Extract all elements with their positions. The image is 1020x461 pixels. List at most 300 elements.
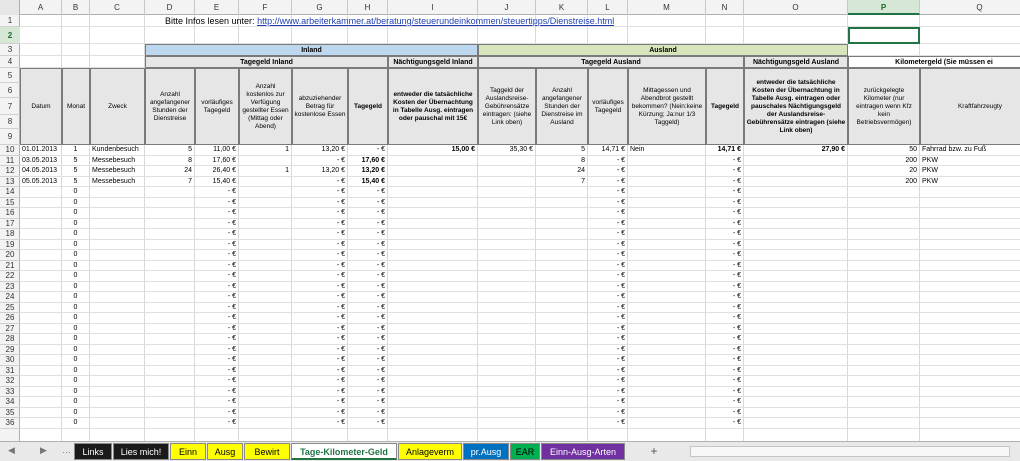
cell-j[interactable]: 35,30 € — [509, 146, 533, 153]
cell-g[interactable]: - € — [336, 314, 345, 321]
gridline — [20, 291, 1020, 292]
row-header-20[interactable]: 20 — [0, 250, 20, 261]
cell-e[interactable]: - € — [227, 419, 236, 426]
column-header-h[interactable]: H — [348, 0, 388, 15]
cell-n[interactable]: - € — [732, 419, 741, 426]
info-text: Bitte Infos lesen unter: http://www.arbeiterkammer.at/beratung/steuerundeinkommen/steuertipps/Dienstreise.html — [165, 16, 615, 26]
cell-l[interactable]: - € — [616, 398, 625, 405]
cell-datum[interactable]: 05.05.2013 — [22, 177, 58, 185]
cell-e[interactable]: - € — [227, 408, 236, 416]
cell-monat[interactable]: 1 — [73, 146, 78, 153]
gridline — [20, 228, 1020, 229]
cell-h[interactable]: - € — [376, 261, 385, 269]
gridline — [20, 312, 1020, 313]
cell-g[interactable]: 13,20 € — [321, 146, 345, 153]
cell-n[interactable]: - € — [732, 167, 741, 174]
row-header-35[interactable]: 35 — [0, 408, 20, 419]
row-header-18[interactable]: 18 — [0, 229, 20, 240]
sheet-tab-links[interactable]: Links — [74, 443, 112, 460]
cell-h[interactable]: - € — [376, 240, 385, 248]
tab-more-icon[interactable]: … — [62, 445, 71, 455]
cell-monat[interactable]: 0 — [73, 356, 78, 363]
cell-d[interactable]: 24 — [184, 167, 192, 174]
naechtigung-inland-band: Nächtigungsgeld Inland — [388, 56, 478, 68]
cell-h[interactable]: - € — [376, 314, 385, 321]
header-datum: Datum — [20, 68, 62, 145]
gridline — [20, 302, 1020, 303]
row-header-19[interactable]: 19 — [0, 240, 20, 251]
cell-e[interactable]: 26,40 € — [212, 167, 236, 174]
cell-h[interactable]: - € — [376, 324, 385, 332]
cell-g[interactable]: - € — [336, 303, 345, 311]
cell-monat[interactable]: 5 — [73, 156, 78, 164]
cell-h[interactable]: - € — [376, 345, 385, 353]
header-ausl-reisegebuehr: Taggeld der Auslandsreise-Gebührensätze eintragen: (siehe Link oben) — [478, 68, 536, 145]
cell-g[interactable]: - € — [336, 366, 345, 374]
cell-m[interactable]: Nein — [630, 146, 645, 153]
add-sheet-button[interactable]: + — [650, 444, 658, 458]
cell-monat[interactable]: 0 — [73, 251, 78, 258]
cell-l[interactable]: - € — [616, 324, 625, 332]
row-header-27[interactable]: 27 — [0, 324, 20, 335]
cell-n[interactable]: - € — [732, 314, 741, 321]
cell-n[interactable]: - € — [732, 177, 741, 185]
selected-cell[interactable] — [848, 27, 920, 44]
cell-h[interactable]: 13,20 € — [361, 167, 385, 174]
cell-d[interactable]: 7 — [188, 177, 192, 185]
gridline — [20, 417, 1020, 418]
row-header-26[interactable]: 26 — [0, 313, 20, 324]
cell-e[interactable]: - € — [227, 198, 236, 206]
cell-h[interactable]: - € — [376, 398, 385, 405]
cell-e[interactable]: - € — [227, 303, 236, 311]
row-header-4[interactable]: 4 — [0, 56, 20, 68]
cell-h[interactable]: - € — [376, 408, 385, 416]
column-header-o[interactable]: O — [744, 0, 848, 15]
cell-l[interactable]: - € — [616, 419, 625, 426]
row-header-34[interactable]: 34 — [0, 397, 20, 408]
cell-monat[interactable]: 5 — [73, 177, 78, 185]
column-header-q[interactable]: Q — [920, 0, 1020, 15]
cell-e[interactable]: - € — [227, 356, 236, 363]
cell-q[interactable]: PKW — [922, 167, 938, 174]
cell-l[interactable]: - € — [616, 261, 625, 269]
naechtigung-ausland-band: Nächtigungsgeld Ausland — [744, 56, 848, 68]
cell-h[interactable]: 17,60 € — [361, 156, 385, 164]
cell-h[interactable]: - € — [376, 282, 385, 290]
cell-h[interactable]: - € — [376, 293, 385, 300]
cell-k[interactable]: 7 — [581, 177, 585, 185]
column-header-n[interactable]: N — [706, 0, 744, 15]
cell-monat[interactable]: 0 — [73, 303, 78, 311]
column-header-a[interactable]: A — [20, 0, 62, 15]
column-header-p[interactable]: P — [848, 0, 920, 15]
kilometergeld-band: Kilometergeld (Sie müssen ei — [848, 56, 1020, 68]
row-header-2[interactable]: 2 — [0, 27, 20, 44]
cell-n[interactable]: - € — [732, 230, 741, 237]
row-header-12[interactable]: 12 — [0, 166, 20, 177]
cell-l[interactable]: - € — [616, 408, 625, 416]
column-header-e[interactable]: E — [195, 0, 239, 15]
cell-n[interactable]: 14,71 € — [717, 146, 741, 153]
row-header-7[interactable]: 7 — [0, 98, 20, 115]
dienstreise-link[interactable]: http://www.arbeiterkammer.at/beratung/steuerundeinkommen/steuertipps/Dienstreise.html — [257, 16, 615, 26]
cell-n[interactable]: - € — [732, 282, 741, 290]
select-all-corner[interactable] — [0, 0, 20, 15]
cell-e[interactable]: - € — [227, 314, 236, 321]
cell-monat[interactable]: 0 — [73, 408, 78, 416]
column-header-d[interactable]: D — [145, 0, 195, 15]
cell-monat[interactable]: 0 — [73, 198, 78, 206]
header-zweck: Zweck — [90, 68, 145, 145]
cell-n[interactable]: - € — [732, 198, 741, 206]
horizontal-scrollbar[interactable] — [690, 446, 1010, 457]
column-header-f[interactable]: F — [239, 0, 292, 15]
cell-n[interactable]: - € — [732, 345, 741, 353]
row-header-21[interactable]: 21 — [0, 261, 20, 272]
row-header-15[interactable]: 15 — [0, 198, 20, 209]
cell-g[interactable]: - € — [336, 240, 345, 248]
cell-q[interactable]: PKW — [922, 177, 938, 185]
cell-e[interactable]: - € — [227, 293, 236, 300]
cell-p[interactable]: 200 — [905, 177, 917, 185]
row-header-9[interactable]: 9 — [0, 129, 20, 145]
row-header-25[interactable]: 25 — [0, 303, 20, 314]
cell-l[interactable]: - € — [616, 387, 625, 395]
row-header-22[interactable]: 22 — [0, 271, 20, 282]
cell-datum[interactable]: 04.05.2013 — [22, 167, 58, 174]
gridline — [20, 270, 1020, 271]
cell-n[interactable]: - € — [732, 251, 741, 258]
cell-zweck[interactable]: Messebesuch — [92, 156, 136, 164]
cell-h[interactable]: - € — [376, 366, 385, 374]
cell-l[interactable]: - € — [616, 335, 625, 342]
cell-i[interactable]: 15,00 € — [451, 146, 475, 153]
cell-g[interactable]: - € — [336, 156, 345, 164]
cell-g[interactable]: - € — [336, 408, 345, 416]
row-header-6[interactable]: 6 — [0, 83, 20, 98]
cell-e[interactable]: - € — [227, 240, 236, 248]
cell-l[interactable]: - € — [616, 377, 625, 384]
cell-n[interactable]: - € — [732, 240, 741, 248]
cell-h[interactable]: - € — [376, 356, 385, 363]
cell-q[interactable]: Fahrrad bzw. zu Fuß — [922, 146, 987, 153]
cell-f[interactable]: 1 — [285, 146, 289, 153]
cell-e[interactable]: - € — [227, 345, 236, 353]
column-header-j[interactable]: J — [478, 0, 536, 15]
gridline — [20, 333, 1020, 334]
cell-l[interactable]: - € — [616, 314, 625, 321]
cell-g[interactable]: 13,20 € — [321, 167, 345, 174]
cell-n[interactable]: - € — [732, 188, 741, 195]
row-header-5[interactable]: 5 — [0, 68, 20, 83]
cell-n[interactable]: - € — [732, 324, 741, 332]
gridline — [20, 386, 1020, 387]
cell-l[interactable]: - € — [616, 188, 625, 195]
column-header-l[interactable]: L — [588, 0, 628, 15]
sheet-tab-bar — [0, 441, 1020, 461]
header-mittagessen: Mittagessen und Abendbrot gestellt bekommen? (Nein:keine Kürzung; Ja:nur 1/3 Taggeld) — [628, 68, 706, 145]
row-header-33[interactable]: 33 — [0, 387, 20, 398]
cell-h[interactable]: - € — [376, 251, 385, 258]
cell-n[interactable]: - € — [732, 335, 741, 342]
cell-l[interactable]: - € — [616, 240, 625, 248]
cell-l[interactable]: - € — [616, 230, 625, 237]
row-header-30[interactable]: 30 — [0, 355, 20, 366]
cell-e[interactable]: - € — [227, 261, 236, 269]
cell-h[interactable]: - € — [376, 230, 385, 237]
cell-k[interactable]: 8 — [581, 156, 585, 164]
inland-band: Inland — [145, 44, 478, 56]
cell-datum[interactable]: 03.05.2013 — [22, 156, 58, 164]
row-header-16[interactable]: 16 — [0, 208, 20, 219]
cell-monat[interactable]: 0 — [73, 230, 78, 237]
column-header-bar — [0, 0, 1020, 15]
cell-monat[interactable]: 0 — [73, 345, 78, 353]
cell-l[interactable]: - € — [616, 251, 625, 258]
sheet-tab-lies-mich-[interactable]: Lies mich! — [113, 443, 169, 460]
cell-n[interactable]: - € — [732, 261, 741, 269]
cell-d[interactable]: 5 — [188, 146, 192, 153]
cell-l[interactable]: - € — [616, 356, 625, 363]
cell-o[interactable]: 27,90 € — [821, 146, 845, 153]
cell-monat[interactable]: 0 — [73, 387, 78, 395]
header-naechtigung-ausl-text: entweder die tatsächliche Kosten der Übernachtung in Tabelle Ausg. eintragen oder pauschales Nächtigungsgeld der Auslandsreise-Gebührensätze eintragen (siehe Link oben) — [744, 68, 848, 145]
cell-g[interactable]: - € — [336, 345, 345, 353]
cell-l[interactable]: - € — [616, 198, 625, 206]
cell-monat[interactable]: 0 — [73, 261, 78, 269]
row-header-23[interactable]: 23 — [0, 282, 20, 293]
cell-g[interactable]: - € — [336, 398, 345, 405]
cell-n[interactable]: - € — [732, 377, 741, 384]
cell-monat[interactable]: 0 — [73, 377, 78, 384]
cell-e[interactable]: - € — [227, 282, 236, 290]
cell-h[interactable]: - € — [376, 377, 385, 384]
cell-l[interactable]: - € — [616, 209, 625, 216]
row-header-3[interactable]: 3 — [0, 44, 20, 56]
cell-n[interactable]: - € — [732, 272, 741, 279]
cell-h[interactable]: - € — [376, 209, 385, 216]
cell-l[interactable]: - € — [616, 345, 625, 353]
cell-monat[interactable]: 5 — [73, 167, 78, 174]
cell-h[interactable]: - € — [376, 335, 385, 342]
cell-e[interactable]: 15,40 € — [212, 177, 236, 185]
row-header-11[interactable]: 11 — [0, 156, 20, 167]
cell-h[interactable]: - € — [376, 219, 385, 227]
cell-e[interactable]: - € — [227, 230, 236, 237]
cell-e[interactable]: - € — [227, 398, 236, 405]
column-header-b[interactable]: B — [62, 0, 90, 15]
gridline — [20, 407, 1020, 408]
cell-g[interactable]: - € — [336, 293, 345, 300]
cell-g[interactable]: - € — [336, 219, 345, 227]
row-header-1[interactable]: 1 — [0, 15, 20, 27]
cell-monat[interactable]: 0 — [73, 324, 78, 332]
cell-n[interactable]: - € — [732, 156, 741, 164]
cell-monat[interactable]: 0 — [73, 314, 78, 321]
cell-monat[interactable]: 0 — [73, 209, 78, 216]
cell-monat[interactable]: 0 — [73, 188, 78, 195]
cell-e[interactable]: - € — [227, 219, 236, 227]
row-header-36[interactable]: 36 — [0, 418, 20, 429]
cell-g[interactable]: - € — [336, 282, 345, 290]
gridline — [20, 428, 1020, 429]
cell-e[interactable]: 17,60 € — [212, 156, 236, 164]
header-anzahl-stunden: Anzahl angefangener Stunden der Dienstreise — [145, 68, 195, 145]
row-header-14[interactable]: 14 — [0, 187, 20, 198]
row-header-bar — [0, 15, 20, 441]
cell-n[interactable]: - € — [732, 398, 741, 405]
cell-g[interactable]: - € — [336, 377, 345, 384]
sheet-tab-anlageverm[interactable]: Anlageverm — [398, 443, 462, 460]
cell-l[interactable]: - € — [616, 219, 625, 227]
cell-monat[interactable]: 0 — [73, 366, 78, 374]
cell-k[interactable]: 24 — [577, 167, 585, 174]
sheet-tab-einn-ausg-arten[interactable]: Einn-Ausg-Arten — [541, 443, 625, 460]
column-header-m[interactable]: M — [628, 0, 706, 15]
row-header-13[interactable]: 13 — [0, 177, 20, 188]
cell-e[interactable]: - € — [227, 272, 236, 279]
row-header-28[interactable]: 28 — [0, 334, 20, 345]
cell-h[interactable]: - € — [376, 387, 385, 395]
cell-g[interactable]: - € — [336, 209, 345, 216]
cell-l[interactable]: 14,71 € — [601, 146, 625, 153]
cell-g[interactable]: - € — [336, 188, 345, 195]
gridline — [20, 323, 1020, 324]
column-header-g[interactable]: G — [292, 0, 348, 15]
cell-p[interactable]: 50 — [909, 146, 917, 153]
cell-p[interactable]: 200 — [905, 156, 917, 164]
cell-n[interactable]: - € — [732, 209, 741, 216]
cell-g[interactable]: - € — [336, 324, 345, 332]
row-header-31[interactable]: 31 — [0, 366, 20, 377]
cell-l[interactable]: - € — [616, 167, 625, 174]
cell-h[interactable]: - € — [376, 303, 385, 311]
cell-e[interactable]: - € — [227, 251, 236, 258]
cell-k[interactable]: 5 — [581, 146, 585, 153]
cell-h[interactable]: - € — [376, 146, 385, 153]
cell-l[interactable]: - € — [616, 282, 625, 290]
cell-n[interactable]: - € — [732, 366, 741, 374]
cell-p[interactable]: 20 — [909, 167, 917, 174]
cell-grid[interactable] — [20, 15, 1020, 441]
cell-e[interactable]: - € — [227, 324, 236, 332]
cell-e[interactable]: 11,00 € — [213, 146, 236, 153]
cell-g[interactable]: - € — [336, 251, 345, 258]
cell-g[interactable]: - € — [336, 419, 345, 426]
cell-e[interactable]: - € — [227, 188, 236, 195]
sheet-tab-pr-ausg[interactable]: pr.Ausg — [463, 443, 509, 460]
cell-q[interactable]: PKW — [922, 156, 938, 164]
cell-h[interactable]: - € — [376, 188, 385, 195]
tab-scroll-left-icon[interactable]: ◀ — [8, 445, 15, 455]
cell-e[interactable]: - € — [227, 335, 236, 342]
row-header-10[interactable]: 10 — [0, 145, 20, 156]
sheet-tab-ausg[interactable]: Ausg — [207, 443, 243, 460]
cell-monat[interactable]: 0 — [73, 219, 78, 227]
header-kraftfahrzeug: Kraftfahrzeugty — [920, 68, 1020, 145]
cell-e[interactable]: - € — [227, 366, 236, 374]
sheet-tab-einn[interactable]: Einn — [170, 443, 206, 460]
cell-l[interactable]: - € — [616, 366, 625, 374]
column-header-k[interactable]: K — [536, 0, 588, 15]
cell-monat[interactable]: 0 — [73, 282, 78, 290]
cell-l[interactable]: - € — [616, 156, 625, 164]
cell-g[interactable]: - € — [336, 356, 345, 363]
cell-g[interactable]: - € — [336, 272, 345, 279]
row-header-29[interactable]: 29 — [0, 345, 20, 356]
tab-scroll-right-icon[interactable]: ▶ — [40, 445, 47, 455]
cell-zweck[interactable]: Messebesuch — [92, 177, 136, 185]
cell-g[interactable]: - € — [336, 261, 345, 269]
sheet-tab-ear[interactable]: EAR — [510, 443, 540, 460]
cell-g[interactable]: - € — [336, 335, 345, 342]
cell-monat[interactable]: 0 — [73, 272, 78, 279]
cell-l[interactable]: - € — [616, 303, 625, 311]
cell-e[interactable]: - € — [227, 387, 236, 395]
gridline — [20, 239, 1020, 240]
gridline — [20, 197, 1020, 198]
row-header-32[interactable]: 32 — [0, 376, 20, 387]
cell-l[interactable]: - € — [616, 272, 625, 279]
gridline — [20, 365, 1020, 366]
cell-n[interactable]: - € — [732, 219, 741, 227]
cell-n[interactable]: - € — [732, 408, 741, 416]
cell-datum[interactable]: 01.01.2013 — [22, 146, 58, 153]
row-header-17[interactable]: 17 — [0, 219, 20, 230]
cell-n[interactable]: - € — [732, 387, 741, 395]
cell-monat[interactable]: 0 — [73, 293, 78, 300]
header-vorl-tagegeld: vorläufiges Tagegeld — [195, 68, 239, 145]
cell-g[interactable]: - € — [336, 177, 345, 185]
cell-f[interactable]: 1 — [285, 167, 289, 174]
header-monat: Monat — [62, 68, 90, 145]
sheet-tab-bewirt[interactable]: Bewirt — [244, 443, 290, 460]
cell-h[interactable]: 15,40 € — [361, 177, 385, 185]
cell-n[interactable]: - € — [732, 356, 741, 363]
sheet-tab-tage-kilometer-geld[interactable]: Tage-Kilometer-Geld — [291, 443, 397, 460]
column-header-i[interactable]: I — [388, 0, 478, 15]
gridline — [20, 396, 1020, 397]
cell-monat[interactable]: 0 — [73, 398, 78, 405]
row-header-8[interactable]: 8 — [0, 115, 20, 129]
header-abzug: abzuziehender Betrag für kostenlose Essen — [292, 68, 348, 145]
row-header-24[interactable]: 24 — [0, 292, 20, 303]
cell-g[interactable]: - € — [336, 230, 345, 237]
cell-monat[interactable]: 0 — [73, 240, 78, 248]
cell-g[interactable]: - € — [336, 198, 345, 206]
cell-n[interactable]: - € — [732, 303, 741, 311]
cell-h[interactable]: - € — [376, 198, 385, 206]
header-anzahl-essen: Anzahl kostenlos zur Verfügung gestellter Essen (Mittag oder Abend) — [239, 68, 292, 145]
column-header-c[interactable]: C — [90, 0, 145, 15]
cell-e[interactable]: - € — [227, 209, 236, 216]
cell-h[interactable]: - € — [376, 419, 385, 426]
header-tagegeld-ausl: Tagegeld — [706, 68, 744, 145]
gridline — [20, 344, 1020, 345]
cell-monat[interactable]: 0 — [73, 335, 78, 342]
cell-monat[interactable]: 0 — [73, 419, 78, 426]
cell-g[interactable]: - € — [336, 387, 345, 395]
cell-l[interactable]: - € — [616, 177, 625, 185]
cell-h[interactable]: - € — [376, 272, 385, 279]
cell-zweck[interactable]: Messebesuch — [92, 167, 136, 174]
cell-l[interactable]: - € — [616, 293, 625, 300]
cell-d[interactable]: 8 — [188, 156, 192, 164]
cell-n[interactable]: - € — [732, 293, 741, 300]
cell-e[interactable]: - € — [227, 377, 236, 384]
cell-zweck[interactable]: Kundenbesuch — [92, 146, 139, 153]
